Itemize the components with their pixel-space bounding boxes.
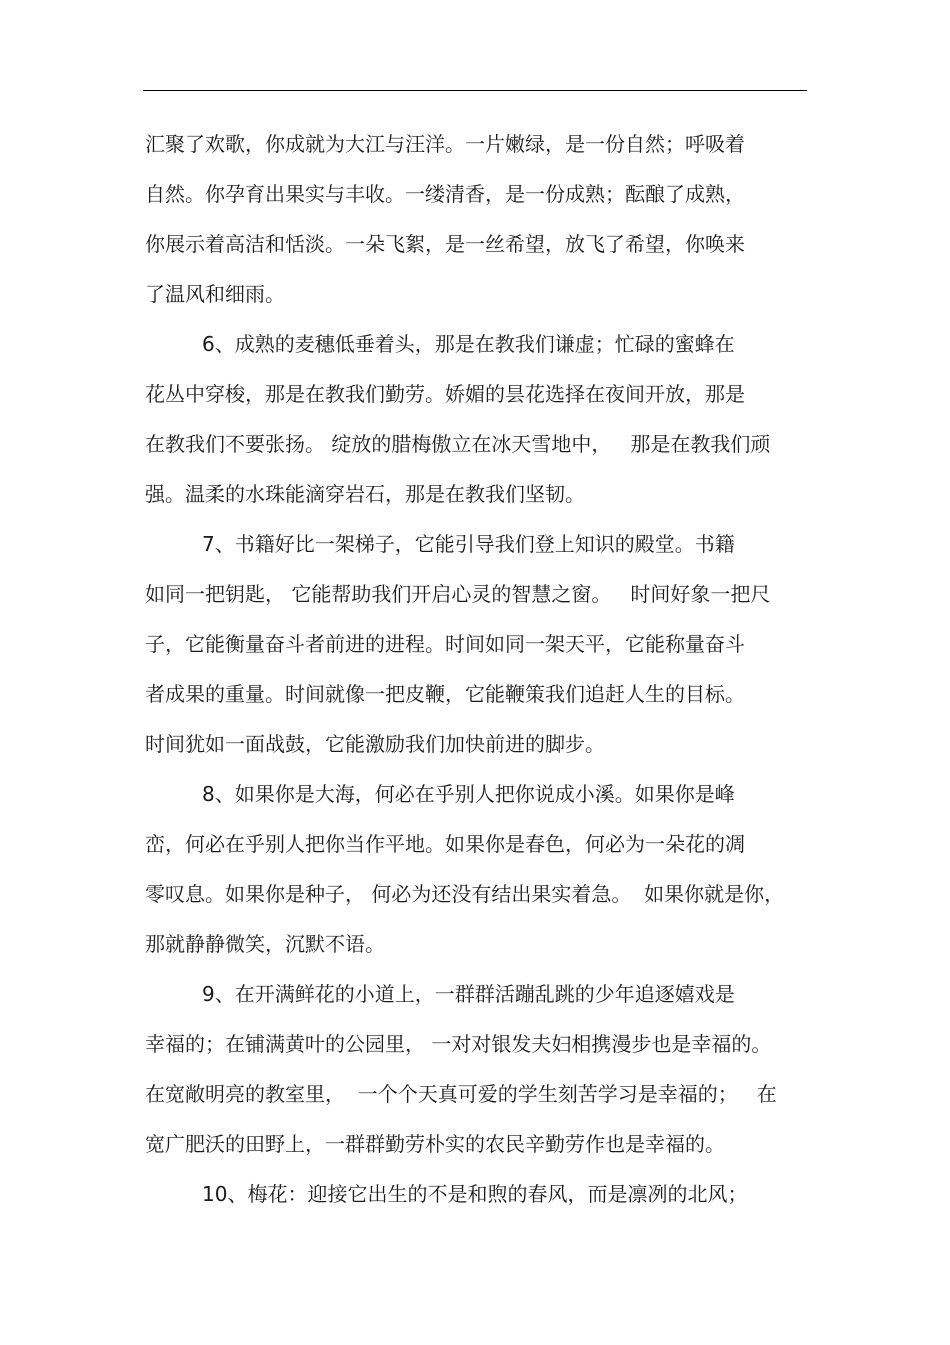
paragraph-9-start: 9、在开满鲜花的小道上，一群群活蹦乱跳的少年追逐嬉戏是 <box>202 982 735 1006</box>
paragraph-6-start: 6、成熟的麦穗低垂着头，那是在教我们谦虚；忙碌的蜜蜂在 <box>202 332 735 356</box>
text-line: 幸福的；在铺满黄叶的公园里， 一对对银发夫妇相携漫步也是幸福的。 <box>145 1032 772 1056</box>
text-line: 如同一把钥匙， 它能帮助我们开启心灵的智慧之窗。 时间好象一把尺 <box>145 582 771 606</box>
text-line: 强。温柔的水珠能滴穿岩石，那是在教我们坚韧。 <box>145 482 585 506</box>
text-line: 宽广肥沃的田野上，一群群勤劳朴实的农民辛勤劳作也是幸福的。 <box>145 1132 725 1156</box>
header-rule <box>143 90 807 91</box>
text-line: 零叹息。如果你是种子， 何必为还没有结出果实着急。 如果你就是你， <box>145 882 785 906</box>
text-line: 子，它能衡量奋斗者前进的进程。时间如同一架天平，它能称量奋斗 <box>145 632 745 656</box>
paragraph-10-start: 10、梅花：迎接它出生的不是和煦的春风，而是凛冽的北风； <box>202 1182 748 1206</box>
text-line: 你展示着高洁和恬淡。一朵飞絮，是一丝希望，放飞了希望，你唤来 <box>145 232 745 256</box>
text-line: 者成果的重量。时间就像一把皮鞭，它能鞭策我们追赶人生的目标。 <box>145 682 745 706</box>
text-line: 在宽敞明亮的教室里， 一个个天真可爱的学生刻苦学习是幸福的； 在 <box>145 1082 777 1106</box>
paragraph-7-start: 7、书籍好比一架梯子，它能引导我们登上知识的殿堂。书籍 <box>202 532 735 556</box>
text-line: 自然。你孕育出果实与丰收。一缕清香，是一份成熟；酝酿了成熟， <box>145 182 745 206</box>
paragraph-8-start: 8、如果你是大海，何必在乎别人把你说成小溪。如果你是峰 <box>202 782 735 806</box>
text-line: 花丛中穿梭，那是在教我们勤劳。娇媚的昙花选择在夜间开放，那是 <box>145 382 745 406</box>
text-line: 了温风和细雨。 <box>145 282 285 306</box>
text-line: 汇聚了欢歌，你成就为大江与汪洋。一片嫩绿，是一份自然；呼吸着 <box>145 132 745 156</box>
text-line: 峦，何必在乎别人把你当作平地。如果你是春色，何必为一朵花的凋 <box>145 832 745 856</box>
text-line: 那就静静微笑，沉默不语。 <box>145 932 385 956</box>
text-line: 在教我们不要张扬。 绽放的腊梅傲立在冰天雪地中， 那是在教我们顽 <box>145 432 771 456</box>
text-line: 时间犹如一面战鼓，它能激励我们加快前进的脚步。 <box>145 732 605 756</box>
